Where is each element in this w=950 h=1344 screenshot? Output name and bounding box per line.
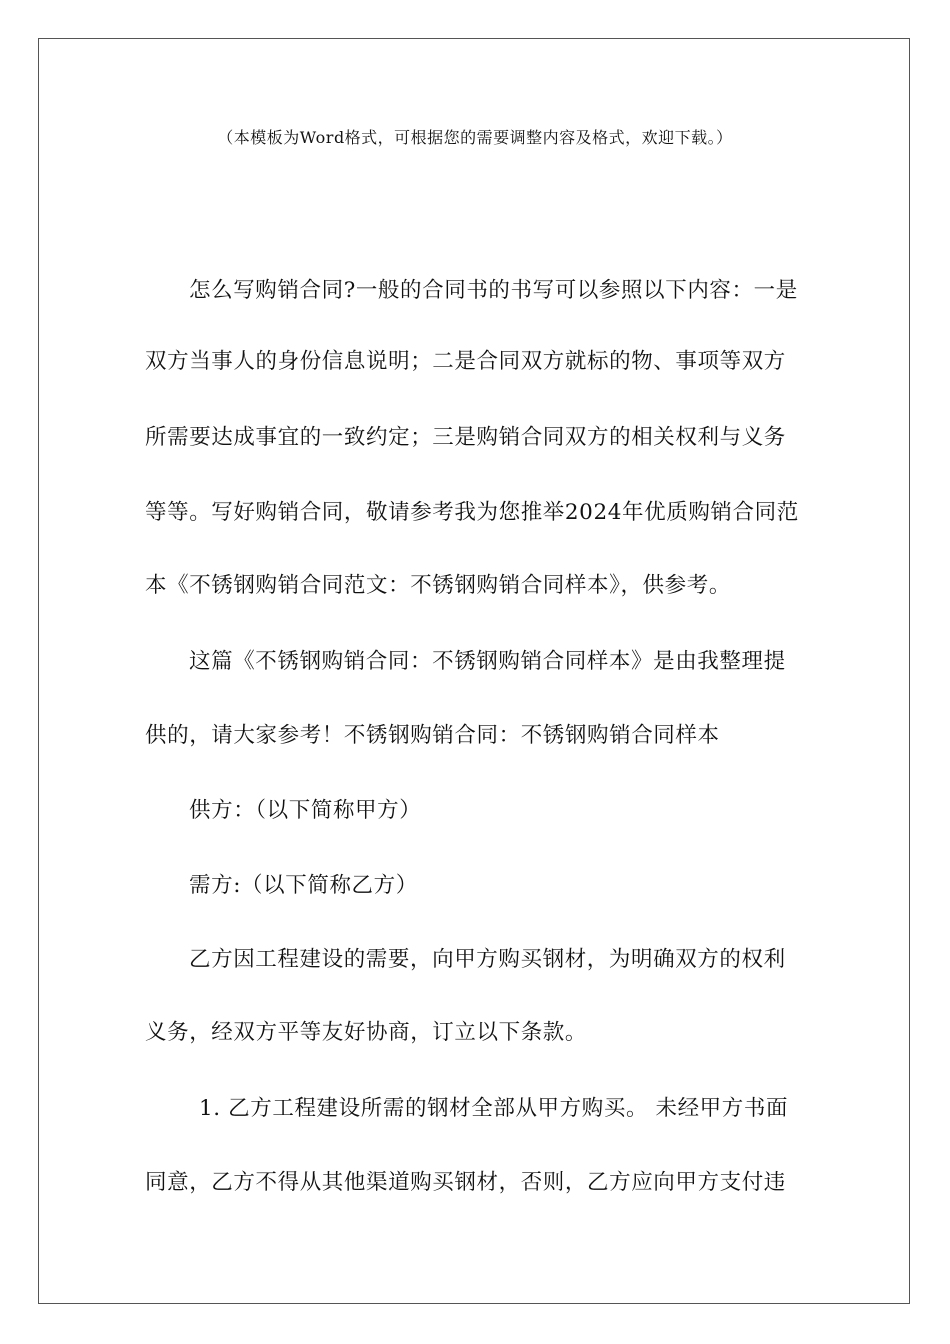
body-line: 本《不锈钢购销合同范文：不锈钢购销合同样本》，供参考。 xyxy=(145,573,731,598)
body-line: 供的，请大家参考！不锈钢购销合同：不锈钢购销合同样本 xyxy=(145,723,720,748)
body-line: 乙方因工程建设的需要，向甲方购买钢材，为明确双方的权利 xyxy=(189,947,786,972)
body-line: 双方当事人的身份信息说明；二是合同双方就标的物、事项等双方 xyxy=(145,349,786,374)
body-line: 供方：（以下简称甲方） xyxy=(189,798,422,823)
body-line: 1. 乙方工程建设所需的钢材全部从甲方购买。 未经甲方书面 xyxy=(199,1096,789,1121)
body-line: 所需要达成事宜的一致约定；三是购销合同双方的相关权利与义务 xyxy=(145,425,786,450)
body-line: 同意，乙方不得从其他渠道购买钢材，否则，乙方应向甲方支付违 xyxy=(145,1170,786,1195)
body-line: 等等。写好购销合同，敬请参考我为您推举2024年优质购销合同范 xyxy=(145,500,799,525)
body-line: 需方:（以下简称乙方） xyxy=(189,873,418,898)
template-note: （本模板为Word格式，可根据您的需要调整内容及格式，欢迎下载。） xyxy=(217,128,733,147)
body-line: 这篇《不锈钢购销合同：不锈钢购销合同样本》是由我整理提 xyxy=(189,649,786,674)
body-line: 义务，经双方平等友好协商，订立以下条款。 xyxy=(145,1020,588,1045)
body-line: 怎么写购销合同?一般的合同书的书写可以参照以下内容：一是 xyxy=(189,278,798,303)
